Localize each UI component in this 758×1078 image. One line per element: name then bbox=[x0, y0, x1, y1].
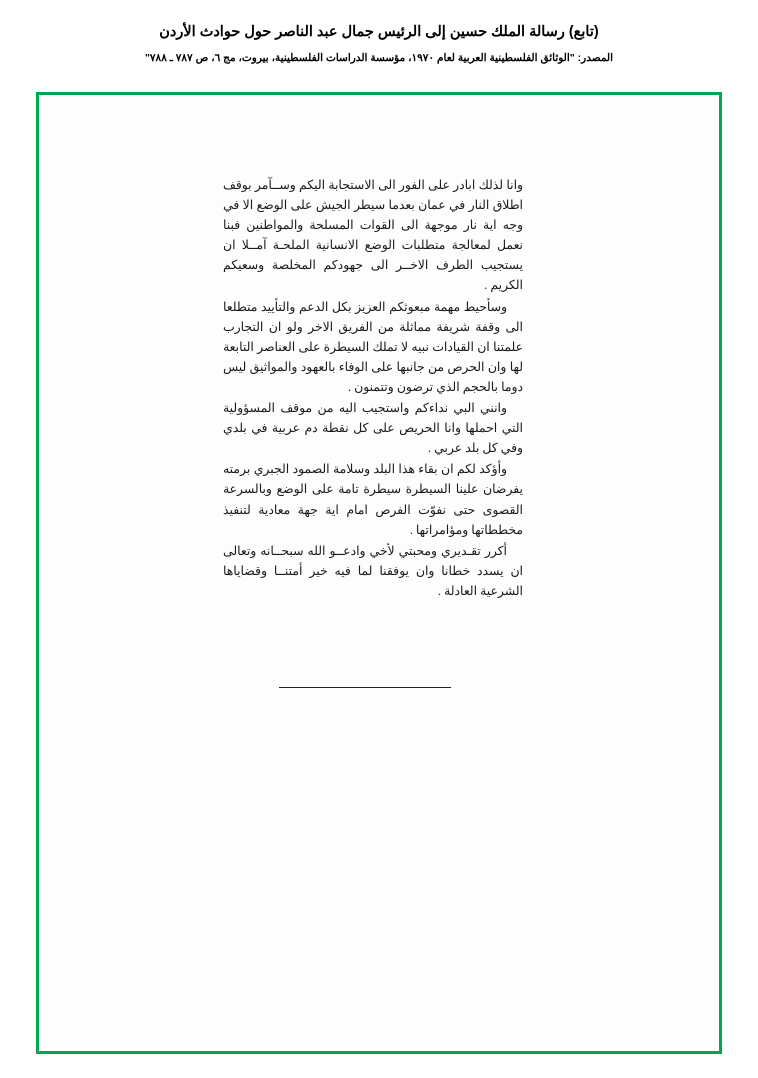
document-text-block bbox=[223, 175, 523, 602]
paragraph: وانا لذلك ابادر على الفور الى الاستجابة اليكم وســآمر بوقف اطلاق النار في عمان بعدما سيطر الجيش على الوضع الا في وجه اية نار موجهة الى القوات المسلحة والمواطنين فبنا نعمل لمعالجة متطلبات الوضع الانسانية الملحـة آمــلا ان يستجيب الطرف الاخــر الى جهودكم المخلصة وسعيكم الكريم . bbox=[223, 178, 523, 293]
paragraph: وسأحيط مهمة مبعوثكم العزيز بكل الدعم والتأييد متطلعا الى وقفة شريفة مماثلة من الفريق الاخر ولو ان التجارب علمتنا ان القيادات نبيه لا تملك السيطرة على العناصر التابعة لها وان الحرص من جانبها على الوفاء بالعهود والمواثيق ليس دوما بالحجم الذي ترضون وتتمنون . bbox=[223, 299, 523, 394]
paragraph: وأؤكد لكم ان بقاء هذا البلد وسلامة الصمود الجبري برمته يفرضان علينا السيطرة سيطرة تامة على الوضع وبالسرعة القصوى حتى نفوّت الفرص امام اية جهة معادية لتنفيذ مخططاتها ومؤامراتها . bbox=[223, 462, 523, 537]
paragraph: أكرر تقـديري ومحبتي لأخي وادعــو الله سبحــانه وتعالى ان يسدد خطانا وان يوفقنا لما فيه خير أمتنــا وقضاياها الشرعية العادلة . bbox=[223, 543, 523, 598]
source-line: المصدر: "الوثائق الفلسطينية العربية لعام ١٩٧٠، مؤسسة الدراسات الفلسطينية، بيروت، مج ٦، ص ٧٨٧ ـ ٧٨٨" bbox=[144, 52, 614, 64]
scan-frame bbox=[36, 92, 722, 1054]
page-header bbox=[0, 0, 758, 64]
horizontal-rule bbox=[279, 687, 451, 688]
page-title: (تابع) رسالة الملك حسين إلى الرئيس جمال عبد الناصر حول حوادث الأردن bbox=[159, 24, 599, 40]
paragraph: وانني البي نداءكم واستجيب اليه من موقف المسؤولية التي احملها وانا الحريص على كل نقطة دم عربية في بلدي وفي كل بلد عربي . bbox=[223, 401, 523, 456]
